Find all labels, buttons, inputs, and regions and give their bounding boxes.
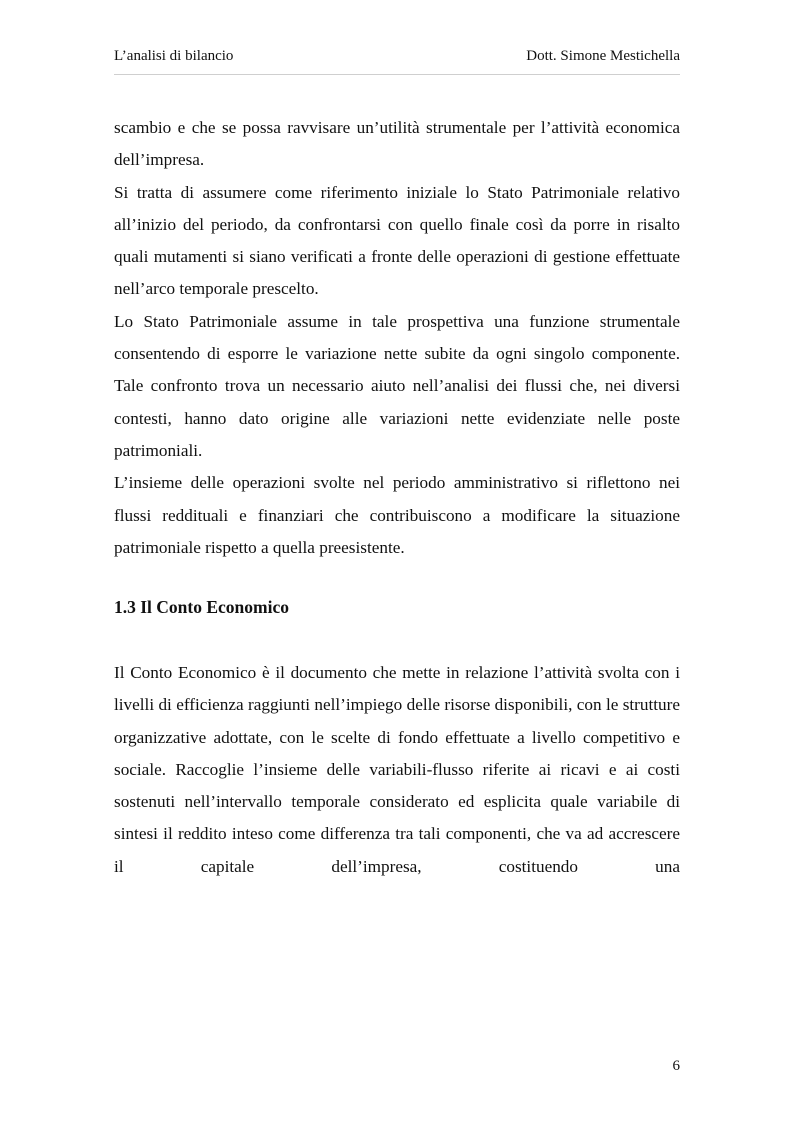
section-heading: 1.3 Il Conto Economico [114, 597, 289, 617]
paragraph-continuation: scambio e che se possa ravvisare un’utilità strumentale per l’attività economica dell’impresa. [114, 118, 680, 170]
paragraph-stato-patrimoniale-riferimento: Si tratta di assumere come riferimento iniziale lo Stato Patrimoniale relativo all’inizio del periodo, da confrontarsi con quello finale così da porre in risalto quali mutamenti si siano verificati a fronte delle operazioni di gestione effettuate nell’arco temporale prescelto. [114, 182, 680, 299]
section-body [114, 657, 680, 883]
body-text [114, 112, 680, 564]
header-title: L’analisi di bilancio [114, 48, 234, 64]
header-rule [114, 74, 680, 75]
page-number: 6 [672, 1058, 680, 1074]
running-header [114, 46, 680, 66]
paragraph-conto-economico: Il Conto Economico è il documento che mette in relazione l’attività svolta con i livelli di efficienza raggiunti nell’impiego delle risorse disponibili, con le strutture organizzative adottate, con le scelte di fondo effettuate a livello competitivo e sociale. Raccoglie l’insieme delle variabili-flusso riferite ai ricavi e ai costi sostenuti nell’intervallo temporale considerato ed esplicita quale variabile di sintesi il reddito inteso come differenza tra tali componenti, che va ad accrescere il capitale dell’impresa, costituendo una [114, 663, 680, 876]
header-author: Dott. Simone Mestichella [526, 48, 680, 64]
paragraph-funzione-strumentale: Lo Stato Patrimoniale assume in tale prospettiva una funzione strumentale consentendo di esporre le variazione nette subite da ogni singolo componente. Tale confronto trova un necessario aiuto nell’analisi dei flussi che, nei diversi contesti, hanno dato origine alle variazioni nette evidenziate nelle poste patrimoniali. [114, 311, 680, 460]
paragraph-operazioni-periodo: L’insieme delle operazioni svolte nel periodo amministrativo si riflettono nei flussi reddituali e finanziari che contribuiscono a modificare la situazione patrimoniale rispetto a quella preesistente. [114, 473, 680, 557]
